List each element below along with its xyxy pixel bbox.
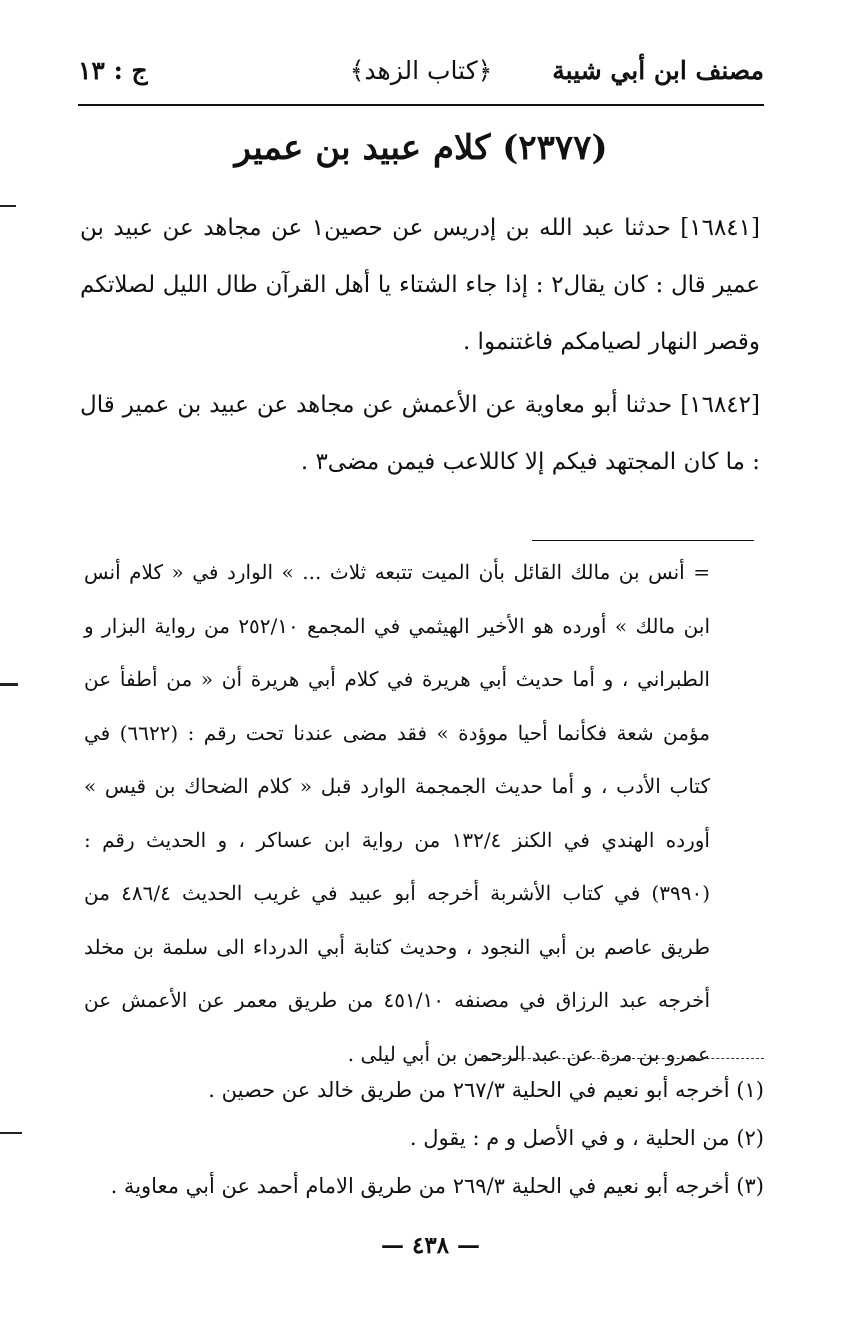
running-header bbox=[78, 52, 764, 108]
section-title: ﴿كتاب الزهد﴾ bbox=[349, 56, 493, 85]
hadith-entry: [١٦٨٤٢] حدثنا أبو معاوية عن الأعمش عن مجاهد عن عبيد بن عمير قال : ما كان المجتهد فيكم إلا كاللاعب فيمن مضى٣ . bbox=[80, 392, 760, 475]
page-number: — ٤٣٨ — bbox=[380, 1232, 481, 1259]
footnote-3: (٣) أخرجه أبو نعيم في الحلية ٢٦٩/٣ من طريق الامام أحمد عن أبي معاوية . bbox=[110, 1174, 764, 1198]
main-text bbox=[80, 200, 760, 497]
margin-mark bbox=[0, 1132, 22, 1134]
volume-label: ج : ١٣ bbox=[78, 56, 148, 85]
margin-mark bbox=[0, 683, 18, 686]
book-title: مصنف ابن أبي شيبة bbox=[552, 56, 764, 85]
footnote-2: (٢) من الحلية ، و في الأصل و م : يقول . bbox=[409, 1126, 764, 1150]
footnote-rule bbox=[478, 1058, 764, 1059]
continued-footnote: = أنس بن مالك القائل بأن الميت تتبعه ثلاث ... » الوارد في « كلام أنس ابن مالك » أورده هو الأخير الهيثمي في المجمع ٢٥٢/١٠ من رواية البزار و الطبراني ، و أما حديث أبي هريرة في كلام أبي هريرة أن « من أطفأ عن مؤمن شعة فكأنما أحيا موؤدة » فقد مضى عندنا تحت رقم : (٦٦٢٢) في كتاب الأدب ، و أما حديث الجمجمة الوارد قبل « كلام الضحاك بن قيس » أورده الهندي في الكنز ١٣٢/٤ من رواية ابن عساكر ، و الحديث رقم : (٣٩٩٠) في كتاب الأشربة أخرجه أبو عبيد في غريب الحديث ٤٨٦/٤ من طريق عاصم بن أبي النجود ، وحديث كتابة أبي الدرداء الى سلمة بن مخلد أخرجه عبد الرزاق في مصنفه ٤٥١/١٠ من طريق معمر عن الأعمش عن عمرو بن مرة عن عبد الرحمن بن أبي ليلى . bbox=[84, 560, 711, 1066]
chapter-title: (٢٣٧٧) كلام عبيد بن عمير bbox=[234, 128, 608, 168]
hadith-entry: [١٦٨٤١] حدثنا عبد الله بن إدريس عن حصين١ عن مجاهد عن عبيد بن عمير قال : كان يقال٢ : إذا جاء الشتاء يا أهل القرآن طال الليل لصلاتكم وقصر النهار لصيامكم فاغتنموا . bbox=[80, 215, 761, 355]
margin-mark bbox=[0, 205, 16, 207]
header-rule bbox=[78, 104, 764, 106]
separator-rule bbox=[532, 540, 754, 541]
footnotes bbox=[84, 1066, 764, 1210]
footnote-1: (١) أخرجه أبو نعيم في الحلية ٢٦٧/٣ من طريق خالد عن حصين . bbox=[208, 1078, 764, 1102]
